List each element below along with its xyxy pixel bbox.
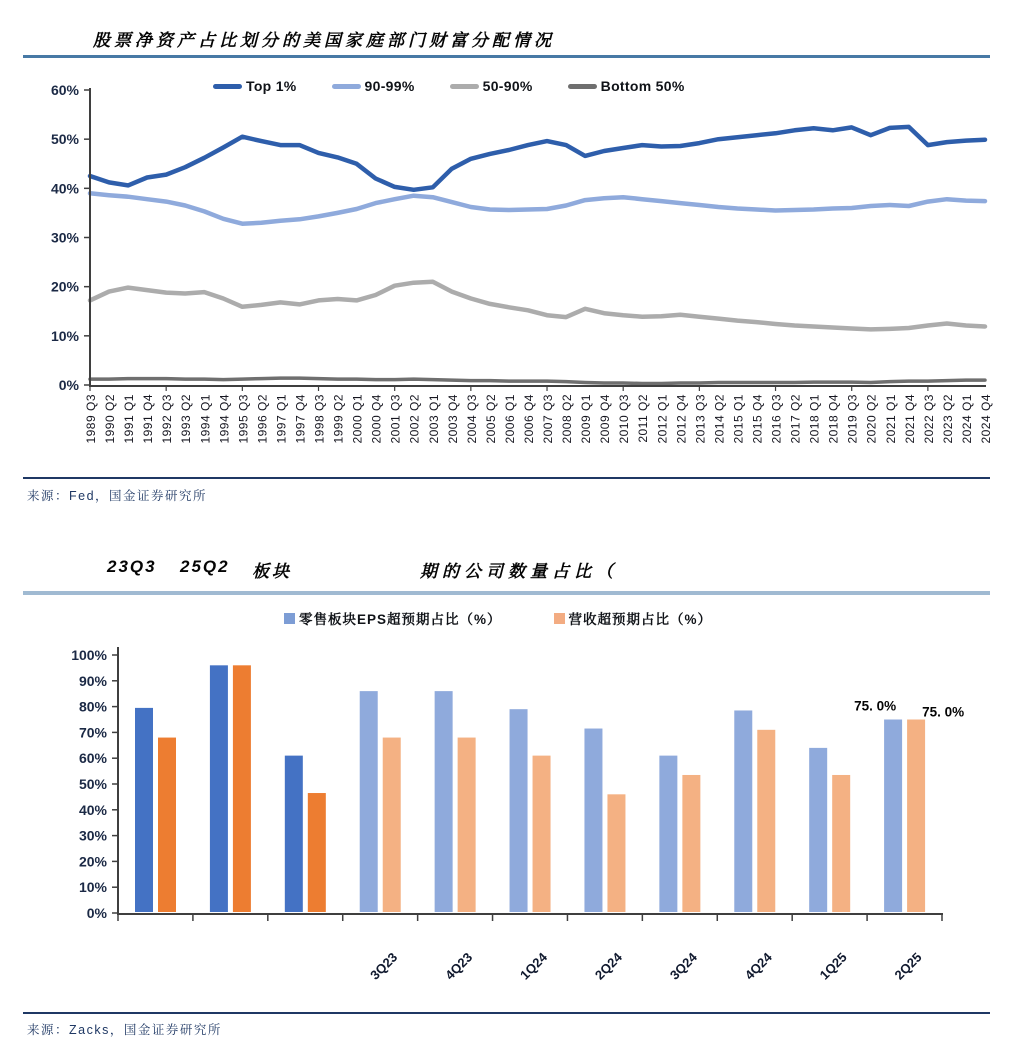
svg-text:2006 Q4: 2006 Q4: [521, 394, 536, 444]
chart1-title: 股票净资产占比划分的美国家庭部门财富分配情况: [93, 31, 555, 50]
svg-text:2016 Q3: 2016 Q3: [769, 394, 784, 444]
svg-text:1996 Q2: 1996 Q2: [255, 394, 270, 444]
svg-text:2000 Q4: 2000 Q4: [369, 394, 384, 444]
chart1-source-divider: [23, 477, 990, 479]
svg-text:30%: 30%: [78, 827, 107, 844]
p90-99-line-swatch: [332, 84, 361, 89]
svg-text:2024 Q1: 2024 Q1: [959, 394, 974, 444]
svg-text:2018 Q1: 2018 Q1: [807, 394, 822, 444]
svg-text:2015 Q1: 2015 Q1: [731, 394, 746, 444]
svg-text:1990 Q2: 1990 Q2: [103, 394, 118, 444]
svg-text:3Q24: 3Q24: [666, 949, 700, 983]
svg-text:20%: 20%: [50, 278, 79, 295]
svg-text:40%: 40%: [50, 180, 79, 197]
svg-text:2008 Q2: 2008 Q2: [560, 394, 575, 444]
svg-text:2001 Q3: 2001 Q3: [388, 394, 403, 444]
svg-text:60%: 60%: [78, 750, 107, 767]
svg-text:1997 Q4: 1997 Q4: [293, 394, 308, 444]
svg-text:1999 Q2: 1999 Q2: [331, 394, 346, 444]
p50-90-line-swatch: [450, 84, 479, 89]
svg-text:2011 Q2: 2011 Q2: [636, 394, 651, 443]
svg-text:20%: 20%: [78, 853, 107, 870]
legend-label-top1: Top 1%: [246, 78, 297, 94]
svg-text:2000 Q1: 2000 Q1: [350, 394, 365, 444]
svg-text:2024 Q4: 2024 Q4: [979, 394, 993, 444]
legend-item-eps-beat: [284, 608, 502, 628]
legend-label-bottom50: Bottom 50%: [600, 78, 685, 94]
svg-text:2003 Q4: 2003 Q4: [445, 394, 460, 444]
svg-text:2013 Q3: 2013 Q3: [693, 394, 708, 444]
svg-text:2006 Q1: 2006 Q1: [502, 394, 517, 444]
svg-text:2002 Q2: 2002 Q2: [407, 394, 422, 444]
svg-text:2015 Q4: 2015 Q4: [750, 394, 765, 444]
svg-text:1991 Q4: 1991 Q4: [141, 394, 156, 444]
svg-text:2005 Q2: 2005 Q2: [483, 394, 498, 444]
svg-text:2Q25: 2Q25: [891, 949, 925, 983]
legend-item-revenue-beat: [554, 608, 713, 628]
svg-text:2014 Q2: 2014 Q2: [712, 394, 727, 444]
svg-text:2021 Q1: 2021 Q1: [883, 394, 898, 444]
svg-text:2021 Q4: 2021 Q4: [902, 394, 917, 444]
svg-text:2009 Q1: 2009 Q1: [579, 394, 594, 444]
svg-text:1Q25: 1Q25: [816, 949, 850, 983]
legend-item-50-90: [450, 78, 533, 94]
svg-text:1989 Q3: 1989 Q3: [84, 394, 98, 444]
svg-text:3Q23: 3Q23: [367, 949, 401, 983]
svg-text:90%: 90%: [78, 672, 107, 689]
legend-label-90-99: 90-99%: [364, 78, 415, 94]
svg-text:80%: 80%: [78, 698, 107, 715]
svg-text:1997 Q1: 1997 Q1: [274, 394, 289, 444]
svg-text:75. 0%: 75. 0%: [922, 704, 965, 720]
svg-text:2017 Q2: 2017 Q2: [788, 394, 803, 444]
svg-text:40%: 40%: [78, 801, 107, 818]
svg-text:1994 Q4: 1994 Q4: [217, 394, 232, 444]
chart1-source: 来源：Fed，国金证券研究所: [27, 489, 208, 503]
svg-text:2Q24: 2Q24: [591, 949, 626, 983]
chart2-legend: [284, 608, 712, 628]
bottom50-line-swatch: [568, 84, 597, 89]
chart2-title-part-3: 板块: [252, 562, 292, 581]
chart1-title-underline: [23, 55, 990, 58]
legend-item-bottom50: [568, 78, 685, 94]
legend-label-50-90: 50-90%: [482, 78, 533, 94]
svg-text:0%: 0%: [58, 377, 79, 393]
svg-text:1991 Q1: 1991 Q1: [122, 394, 137, 444]
chart2-title-part-4: 期的公司数量占比（: [420, 562, 618, 581]
svg-text:10%: 10%: [50, 327, 79, 344]
chart2-source-divider: [23, 1012, 990, 1014]
svg-text:2022 Q3: 2022 Q3: [921, 394, 936, 444]
svg-text:2012 Q4: 2012 Q4: [674, 394, 689, 444]
svg-text:50%: 50%: [50, 131, 79, 148]
svg-text:2007 Q3: 2007 Q3: [541, 394, 556, 444]
svg-text:1Q24: 1Q24: [517, 949, 551, 983]
legend-label-eps-beat: 零售板块EPS超预期占比（%）: [299, 612, 502, 627]
svg-text:2004 Q3: 2004 Q3: [464, 394, 479, 444]
svg-text:1998 Q3: 1998 Q3: [312, 394, 327, 444]
svg-text:2020 Q2: 2020 Q2: [864, 394, 879, 444]
legend-item-top1: [213, 78, 297, 94]
svg-text:2010 Q3: 2010 Q3: [617, 394, 632, 444]
svg-text:100%: 100%: [71, 647, 107, 663]
svg-text:1995 Q3: 1995 Q3: [236, 394, 251, 444]
svg-text:30%: 30%: [50, 229, 79, 246]
svg-text:4Q23: 4Q23: [442, 949, 476, 983]
chart1-legend: [213, 78, 685, 94]
svg-text:2012 Q1: 2012 Q1: [655, 394, 670, 444]
svg-text:10%: 10%: [78, 879, 107, 896]
chart2-title-part-2: 25Q2: [180, 557, 230, 576]
svg-text:2009 Q4: 2009 Q4: [598, 394, 613, 444]
legend-item-90-99: [332, 78, 415, 94]
svg-text:1993 Q2: 1993 Q2: [179, 394, 194, 444]
legend-label-revenue-beat: 营收超预期占比（%）: [568, 612, 713, 627]
svg-text:60%: 60%: [50, 82, 79, 98]
revenue-beat-square-swatch: [554, 613, 565, 624]
svg-text:1992 Q3: 1992 Q3: [160, 394, 175, 444]
svg-text:0%: 0%: [86, 905, 107, 921]
svg-text:2018 Q4: 2018 Q4: [826, 394, 841, 444]
svg-text:75. 0%: 75. 0%: [854, 698, 897, 714]
chart2-title-underline: [23, 591, 990, 595]
svg-text:1994 Q1: 1994 Q1: [198, 394, 213, 444]
chart2-source: 来源：Zacks，国金证券研究所: [27, 1023, 222, 1037]
svg-text:50%: 50%: [78, 776, 107, 792]
top1-line-swatch: [213, 84, 242, 89]
svg-text:2023 Q2: 2023 Q2: [940, 394, 955, 444]
eps-beat-square-swatch: [284, 613, 295, 624]
chart2-title-part-1: 23Q3: [107, 557, 157, 576]
svg-text:2019 Q3: 2019 Q3: [845, 394, 860, 444]
svg-text:2003 Q1: 2003 Q1: [426, 394, 441, 444]
svg-text:4Q24: 4Q24: [741, 949, 775, 983]
svg-text:70%: 70%: [78, 724, 107, 741]
